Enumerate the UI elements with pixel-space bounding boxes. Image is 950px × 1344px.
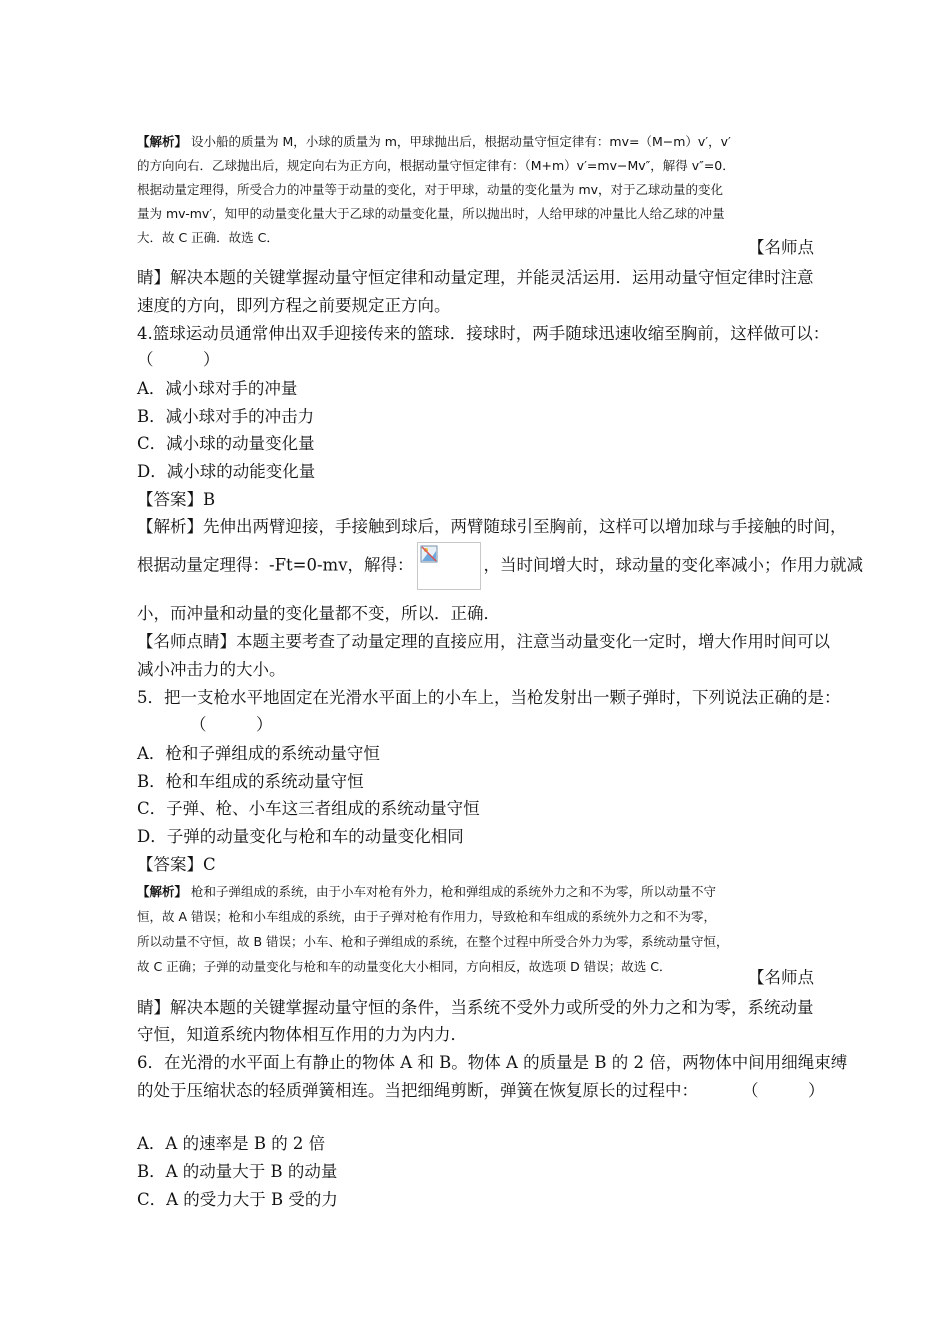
q5-option-a: A．枪和子弹组成的系统动量守恒 bbox=[137, 744, 380, 763]
q6-stem-line-2: 的处于压缩状态的轻质弹簧相连。当把细绳剪断，弹簧在恢复原长的过程中： bbox=[137, 1081, 698, 1100]
q4-analysis-line-2: 根据动量定理得：-Ft=0-mv，解得： ，当时间增大时，球动量的变化率减小；作用力就减 bbox=[137, 542, 863, 590]
q4-option-d: D．减小球的动能变化量 bbox=[137, 462, 316, 481]
q4-option-a: A．减小球对手的冲量 bbox=[137, 379, 298, 398]
q4-answer: 【答案】B bbox=[137, 490, 216, 509]
q4-analysis-line-3: 小，而冲量和动量的变化量都不变，所以．正确． bbox=[137, 604, 500, 623]
q4-analysis-line-1: 【解析】先伸出两臂迎接，手接触到球后，两臂随球引至胸前，这样可以增加球与手接触的时间， bbox=[137, 517, 847, 536]
q4-comment-line-1: 【名师点睛】本题主要考查了动量定理的直接应用，注意当动量变化一定时，增大作用时间可以 bbox=[137, 632, 830, 651]
q6-option-c: C．A 的受力大于 B 受的力 bbox=[137, 1190, 338, 1209]
q5-stem-blank: （ ） bbox=[190, 715, 273, 734]
q5-analysis-line-3: 所以动量不守恒，故 B 错误；小车、枪和子弹组成的系统，在整个过程中所受合外力为零，系统动量守恒， bbox=[137, 934, 729, 949]
q5-comment-head: 【名师点 bbox=[748, 968, 814, 987]
q3-analysis-line-3: 根据动量定理得，所受合力的冲量等于动量的变化，对于甲球，动量的变化量为 mv，对于乙球动量的变化 bbox=[137, 182, 724, 197]
q6-stem-line-1: 6．在光滑的水平面上有静止的物体 A 和 B。物体 A 的质量是 B 的 2 倍，两物体中间用细绳束缚 bbox=[137, 1053, 848, 1072]
q3-comment-line-1: 睛】解决本题的关键掌握动量守恒定律和动量定理，并能灵活运用．运用动量守恒定律时注意 bbox=[137, 268, 814, 287]
q3-comment-line-2: 速度的方向，即列方程之前要规定正方向。 bbox=[137, 296, 451, 315]
q5-analysis-line-4: 故 C 正确；子弹的动量变化与枪和车的动量变化大小相同，方向相反，故选项 D 错误；故选 C． bbox=[137, 959, 672, 974]
q5-option-b: B．枪和车组成的系统动量守恒 bbox=[137, 772, 364, 791]
q5-comment-line-1: 睛】解决本题的关键掌握动量守恒的条件，当系统不受外力或所受的外力之和为零，系统动量 bbox=[137, 998, 814, 1017]
q4-option-b: B．减小球对手的冲击力 bbox=[137, 407, 315, 426]
q4-comment-line-2: 减小冲击力的大小。 bbox=[137, 660, 286, 679]
q5-stem-line-1: 5．把一支枪水平地固定在光滑水平面上的小车上，当枪发射出一颗子弹时，下列说法正确的是： bbox=[137, 688, 841, 707]
q4-stem-line-1: 4.篮球运动员通常伸出双手迎接传来的篮球．接球时，两手随球迅速收缩至胸前，这样做可以： bbox=[137, 324, 830, 343]
q5-analysis-line-1: 【解析】 枪和子弹组成的系统，由于小车对枪有外力，枪和弹组成的系统外力之和不为零，所以动量不守 bbox=[137, 884, 716, 899]
q5-answer: 【答案】C bbox=[137, 855, 216, 874]
q5-analysis-line-2: 恒，故 A 错误；枪和小车组成的系统，由于子弹对枪有作用力，导致枪和车组成的系统外力之和不为零， bbox=[137, 909, 716, 924]
q3-analysis-line-4: 量为 mv-mv′，知甲的动量变化量大于乙球的动量变化量，所以抛出时，人给甲球的冲量比人给乙球的冲量 bbox=[137, 206, 725, 221]
q3-comment-head: 【名师点 bbox=[748, 238, 814, 257]
q3-analysis-line-1: 【解析】 设小船的质量为 M，小球的质量为 m，甲球抛出后，根据动量守恒定律有：mv=（M−m）v′，v′ bbox=[137, 134, 731, 149]
q4-option-c: C．减小球的动量变化量 bbox=[137, 434, 315, 453]
q3-analysis-line-5: 大．故 C 正确．故选 C． bbox=[137, 230, 279, 245]
q5-option-c: C．子弹、枪、小车这三者组成的系统动量守恒 bbox=[137, 799, 480, 818]
broken-image-icon bbox=[417, 542, 481, 590]
q3-analysis-line-2: 的方向向右．乙球抛出后，规定向右为正方向，根据动量守恒定律有：（M+m）v′=mv−Mv″，解得 v″=0． bbox=[137, 158, 735, 173]
q5-option-d: D．子弹的动量变化与枪和车的动量变化相同 bbox=[137, 827, 464, 846]
q5-comment-line-2: 守恒，知道系统内物体相互作用的力为内力． bbox=[137, 1025, 467, 1044]
q6-option-a: A．A 的速率是 B 的 2 倍 bbox=[137, 1134, 326, 1153]
q4-stem-blank: （ ） bbox=[137, 350, 220, 369]
q6-option-b: B．A 的动量大于 B 的动量 bbox=[137, 1162, 338, 1181]
q6-stem-blank: （ ） bbox=[742, 1081, 825, 1100]
